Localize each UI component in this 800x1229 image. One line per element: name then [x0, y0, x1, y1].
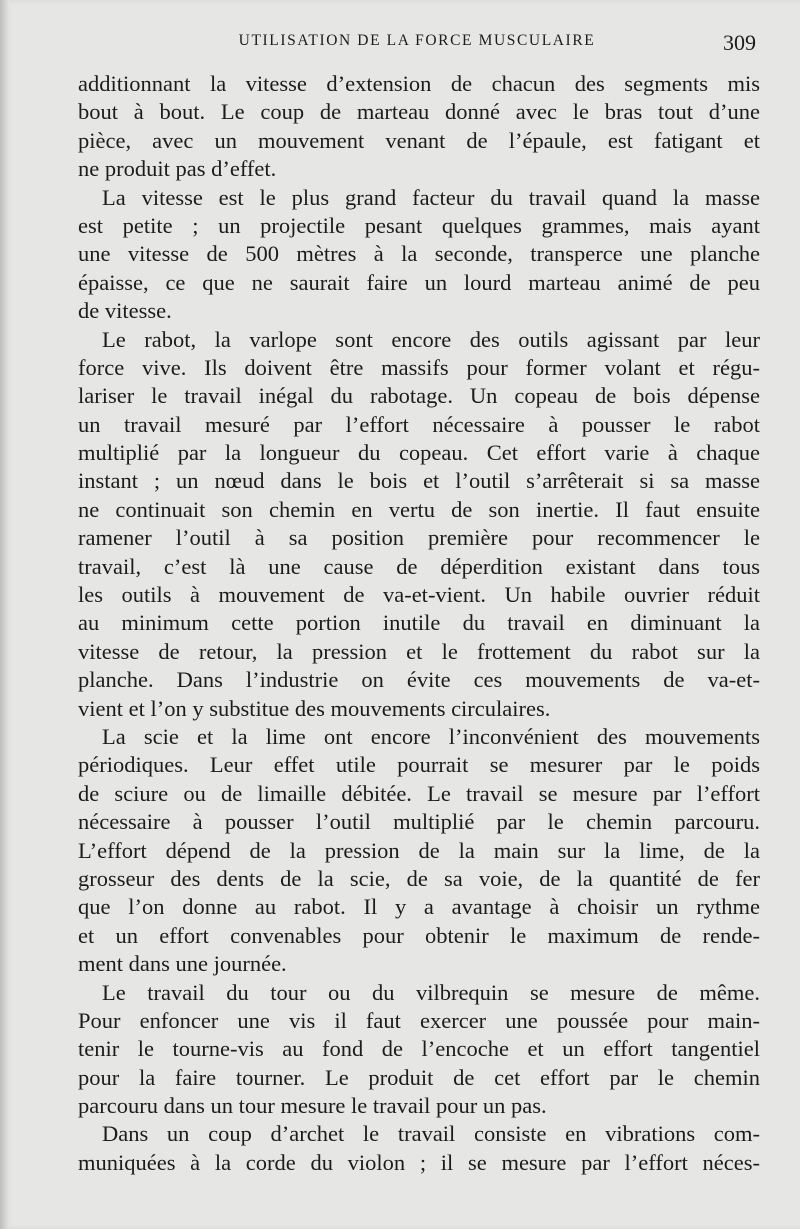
text-line: un travail mesuré par l’effort nécessaire à pousser le rabot [78, 411, 760, 437]
text-line: au minimum cette portion inutile du travail en diminuant la [78, 610, 760, 636]
text-line: force vive. Ils doivent être massifs pour former volant et régu- [78, 354, 760, 380]
running-title: UTILISATION DE LA FORCE MUSCULAIRE [238, 32, 596, 49]
text-line: de vitesse. [78, 298, 172, 324]
text-line: multiplié par la longueur du copeau. Cet effort varie à chaque [78, 440, 760, 466]
text-line: additionnant la vitesse d’extension de chacun des segments mis [78, 71, 760, 96]
text-line: pour la faire tourner. Le produit de cet effort par le chemin [78, 1064, 760, 1090]
text-line: les outils à mouvement de va-et-vient. Un habile ouvrier réduit [78, 582, 760, 608]
body-text [78, 70, 760, 1177]
text-line: muniquées à la corde du violon ; il se mesure par l’effort néces- [78, 1149, 760, 1175]
text-line: une vitesse de 500 mètres à la seconde, transperce une planche [78, 241, 760, 267]
text-line: planche. Dans l’industrie on évite ces mouvements de va-et- [78, 667, 760, 693]
text-line: La scie et la lime ont encore l’inconvénient des mouvements [102, 723, 760, 749]
text-line: vitesse de retour, la pression et le frottement du rabot sur la [78, 638, 760, 664]
page-binding-shadow [0, 0, 10, 1229]
text-line: nécessaire à pousser l’outil multiplié par le chemin parcouru. [78, 809, 760, 835]
running-head [78, 28, 756, 58]
text-line: que l’on donne au rabot. Il y a avantage à choisir un rythme [78, 894, 760, 920]
text-line: Le travail du tour ou du vilbrequin se mesure de même. [102, 979, 760, 1005]
text-line: ne produit pas d’effet. [78, 156, 277, 182]
text-line: parcouru dans un tour mesure le travail pour un pas. [78, 1093, 547, 1119]
text-line: tenir le tourne-vis au fond de l’encoche et un effort tangentiel [78, 1036, 760, 1062]
text-line: ramener l’outil à sa position première pour recommencer le [78, 525, 760, 551]
text-line: lariser le travail inégal du rabotage. Un copeau de bois dépense [78, 383, 760, 409]
text-line: Dans un coup d’archet le travail consiste en vibrations com- [102, 1121, 760, 1147]
text-line: Le rabot, la varlope sont encore des outils agissant par leur [102, 326, 760, 352]
text-line: ment dans une journée. [78, 951, 287, 977]
text-line: ne continuait son chemin en vertu de son inertie. Il faut ensuite [78, 496, 760, 522]
text-line: vient et l’on y substitue des mouvements circulaires. [78, 695, 551, 721]
text-line: La vitesse est le plus grand facteur du travail quand la masse [102, 184, 760, 210]
text-line: bout à bout. Le coup de marteau donné avec le bras tout d’une [78, 99, 760, 125]
text-line: instant ; un nœud dans le bois et l’outil s’arrêterait si sa masse [78, 468, 760, 494]
text-line: périodiques. Leur effet utile pourrait se mesurer par le poids [78, 752, 760, 778]
text-line: travail, c’est là une cause de déperdition existant dans tous [78, 553, 760, 579]
page-number: 309 [723, 30, 756, 55]
text-line: épaisse, ce que ne saurait faire un lourd marteau animé de peu [78, 269, 760, 295]
text-line: de sciure ou de limaille débitée. Le travail se mesure par l’effort [78, 780, 760, 806]
text-line: est petite ; un projectile pesant quelques grammes, mais ayant [78, 212, 760, 238]
text-line: L’effort dépend de la pression de la main sur la lime, de la [78, 837, 760, 863]
text-line: Pour enfoncer une vis il faut exercer une poussée pour main- [78, 1007, 760, 1033]
text-line: et un effort convenables pour obtenir le maximum de rende- [78, 922, 760, 948]
text-line: pièce, avec un mouvement venant de l’épaule, est fatigant et [78, 127, 760, 153]
text-line: grosseur des dents de la scie, de sa voie, de la quantité de fer [78, 865, 760, 891]
